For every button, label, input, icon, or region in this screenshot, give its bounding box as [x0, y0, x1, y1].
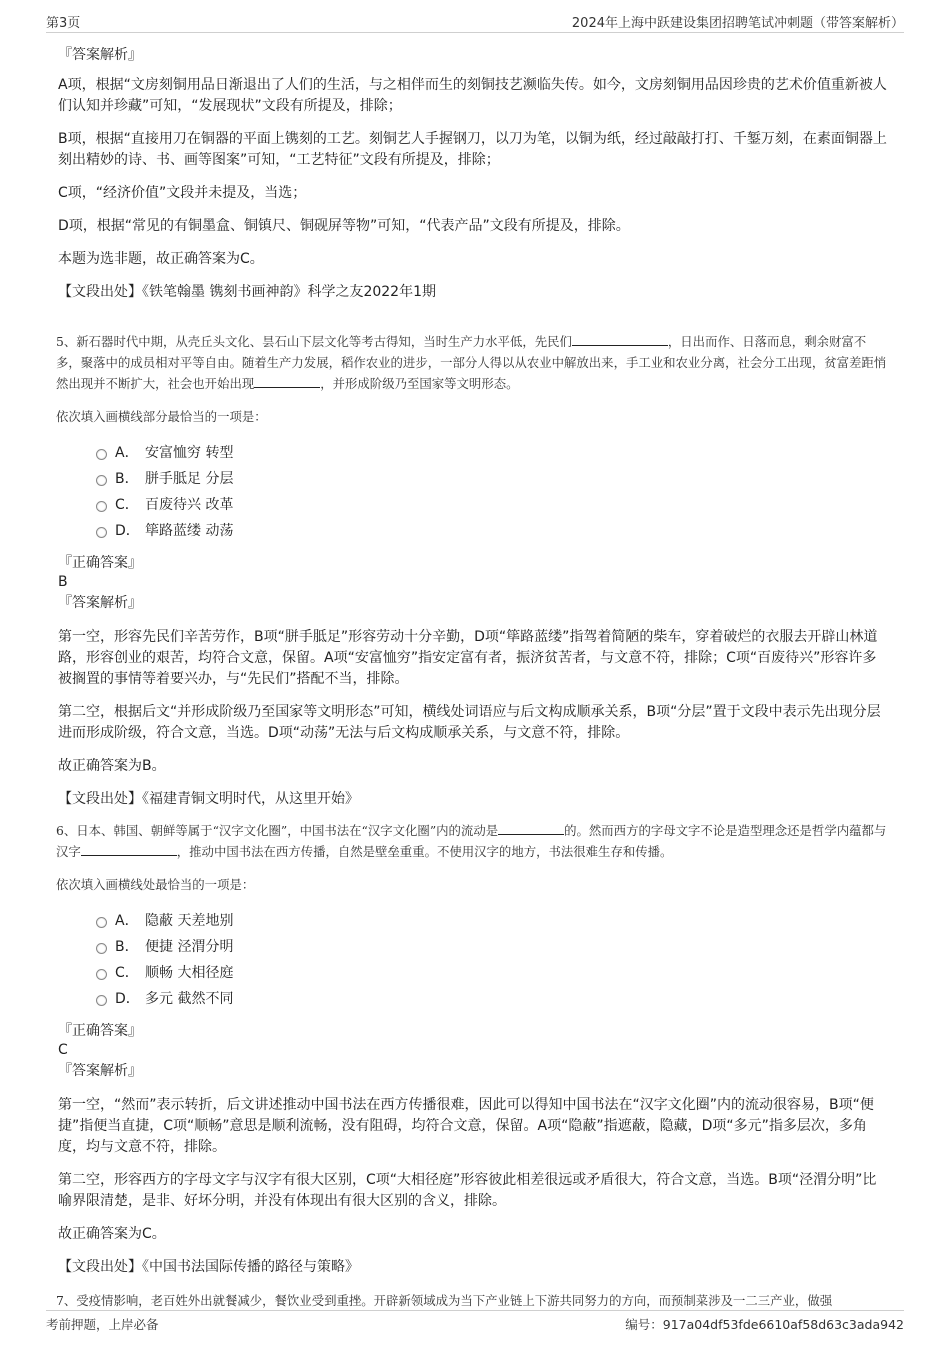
correct-answer: C: [58, 1042, 68, 1058]
footer-slogan: 考前押题，上岸必备: [46, 1317, 159, 1332]
correct-answer-label: 『正确答案』: [58, 1023, 142, 1039]
question-5-stem: 5、新石器时代中期，从壳丘头文化、昙石山下层文化等考古得知，当时生产力水平低，先民们 ，日出而作、日落而息，剩余财富不多，聚落中的成员相对平等自由。随着生产力发展，稻作农业的进步，一部分人得以从农业中解放出来，手工业和农业分离，社会分工出现，贫富差距悄然出现并不断扩大，社会也开始出现 ，并形成阶级乃至国家等文明形态。: [56, 334, 887, 391]
option-c[interactable]: C． 百废待兴 改革: [96, 491, 888, 517]
analysis-paragraph: A项，根据“文房刻铜用品日渐退出了人们的生活，与之相伴而生的刻铜技艺濒临失传。如今，文房刻铜用品因珍贵的艺术价值重新被人们认知并珍藏”可知，“发展现状”文段有所提及，排除；: [58, 77, 887, 114]
correct-answer: B: [58, 574, 68, 590]
fill-blank: [81, 843, 177, 856]
analysis-paragraph: 第一空，“然而”表示转折，后文讲述推动中国书法在西方传播很难，因此可以得知中国书法在“汉字文化圈”内的流动很容易，B项“便捷”指便当直捷，C项“顺畅”意思是顺利流畅，没有阻碍，均符合文意，保留。A项“隐蔽”指遮蔽，隐藏，D项“多元”指多层次，多角度，均与文意不符，排除。: [58, 1097, 874, 1155]
fill-blank: [498, 822, 564, 835]
page-footer: [46, 1310, 904, 1333]
analysis-paragraph: 第一空，形容先民们辛苦劳作，B项“胼手胝足”形容劳动十分辛勤，D项“筚路蓝缕”指驾着简陋的柴车，穿着破烂的衣服去开辟山林道路，形容创业的艰苦，均符合文意，保留。A项“安富恤穷”指安定富有者，振济贫苦者，与文意不符，排除；C项“百废待兴”形容许多被搁置的事情等着要兴办，与“先民们”搭配不当，排除。: [58, 629, 878, 687]
analysis-paragraph: C项，“经济价值”文段并未提及，当选；: [58, 185, 307, 201]
option-b[interactable]: B． 便捷 泾渭分明: [96, 933, 888, 959]
document-title: 2024年上海中跃建设集团招聘笔试冲刺题（带答案解析）: [571, 16, 904, 31]
fill-blank: [254, 375, 320, 388]
analysis-paragraph: B项，根据“直接用刀在铜器的平面上镌刻的工艺。刻铜艺人手握钢刀，以刀为笔，以铜为纸，经过敲敲打打、千錾万刻，在素面铜器上刻出精妙的诗、书、画等图案”可知，“工艺特征”文段有所提及，排除；: [58, 131, 887, 168]
radio-button-icon[interactable]: [96, 527, 107, 538]
document-body: [58, 45, 888, 1323]
question-6-options: [96, 907, 888, 1011]
source-citation: 【文段出处】《铁笔翰墨 镌刻书画神韵》科学之友2022年1期: [58, 284, 436, 300]
radio-button-icon[interactable]: [96, 943, 107, 954]
option-a[interactable]: A． 安富恤穷 转型: [96, 439, 888, 465]
source-citation: 【文段出处】《福建青铜文明时代，从这里开始》: [58, 791, 359, 807]
analysis-label: 『答案解析』: [58, 1063, 142, 1079]
source-citation: 【文段出处】《中国书法国际传播的路径与策略》: [58, 1259, 359, 1275]
option-b[interactable]: B． 胼手胝足 分层: [96, 465, 888, 491]
option-d[interactable]: D． 筚路蓝缕 动荡: [96, 517, 888, 543]
document-id: 编号：917a04df53fde6610af58d63c3ada942: [625, 1317, 904, 1332]
option-a[interactable]: A． 隐蔽 天差地别: [96, 907, 888, 933]
question-5-prompt: 依次填入画横线部分最恰当的一项是：: [56, 409, 267, 424]
page-number: 第3页: [46, 16, 81, 31]
page-header: [46, 10, 904, 33]
radio-button-icon[interactable]: [96, 995, 107, 1006]
radio-button-icon[interactable]: [96, 475, 107, 486]
analysis-conclusion: 故正确答案为C。: [58, 1226, 166, 1242]
question-6-prompt: 依次填入画横线处最恰当的一项是：: [56, 877, 255, 892]
analysis-conclusion: 故正确答案为B。: [58, 758, 166, 774]
radio-button-icon[interactable]: [96, 969, 107, 980]
option-c[interactable]: C． 顺畅 大相径庭: [96, 959, 888, 985]
analysis-label: 『答案解析』: [58, 595, 142, 611]
analysis-conclusion: 本题为选非题，故正确答案为C。: [58, 251, 264, 267]
option-d[interactable]: D． 多元 截然不同: [96, 985, 888, 1011]
radio-button-icon[interactable]: [96, 501, 107, 512]
fill-blank: [572, 333, 668, 346]
analysis-paragraph: 第二空，形容西方的字母文字与汉字有很大区别，C项“大相径庭”形容彼此相差很远或矛盾很大，符合文意，当选。B项“泾渭分明”比喻界限清楚，是非、好坏分明，并没有体现出有很大区别的含义，排除。: [58, 1172, 877, 1209]
radio-button-icon[interactable]: [96, 449, 107, 460]
correct-answer-label: 『正确答案』: [58, 555, 142, 571]
analysis-paragraph: 第二空，根据后文“并形成阶级乃至国家等文明形态”可知，横线处词语应与后文构成顺承关系，B项“分层”置于文段中表示先出现分层进而形成阶级，符合文意，当选。D项“动荡”无法与后文构成顺承关系，与文意不符，排除。: [58, 704, 881, 741]
analysis-label: 『答案解析』: [58, 47, 142, 63]
radio-button-icon[interactable]: [96, 917, 107, 928]
analysis-paragraph: D项，根据“常见的有铜墨盒、铜镇尺、铜砚屏等物”可知，“代表产品”文段有所提及，排除。: [58, 218, 630, 234]
question-6-stem: 6、日本、韩国、朝鲜等属于“汉字文化圈”，中国书法在“汉字文化圈”内的流动是 的。然而西方的字母文字不论是造型理念还是哲学内蕴都与汉字 ，推动中国书法在西方传播，自然是壁垒重重。不使用汉字的地方，书法很难生存和传播。: [56, 823, 887, 859]
question-7-stem: 7、受疫情影响，老百姓外出就餐减少，餐饮业受到重挫。开辟新领域成为当下产业链上下游共同努力的方向，而预制菜涉及一二三产业，做强: [56, 1293, 833, 1308]
question-5-options: [96, 439, 888, 543]
